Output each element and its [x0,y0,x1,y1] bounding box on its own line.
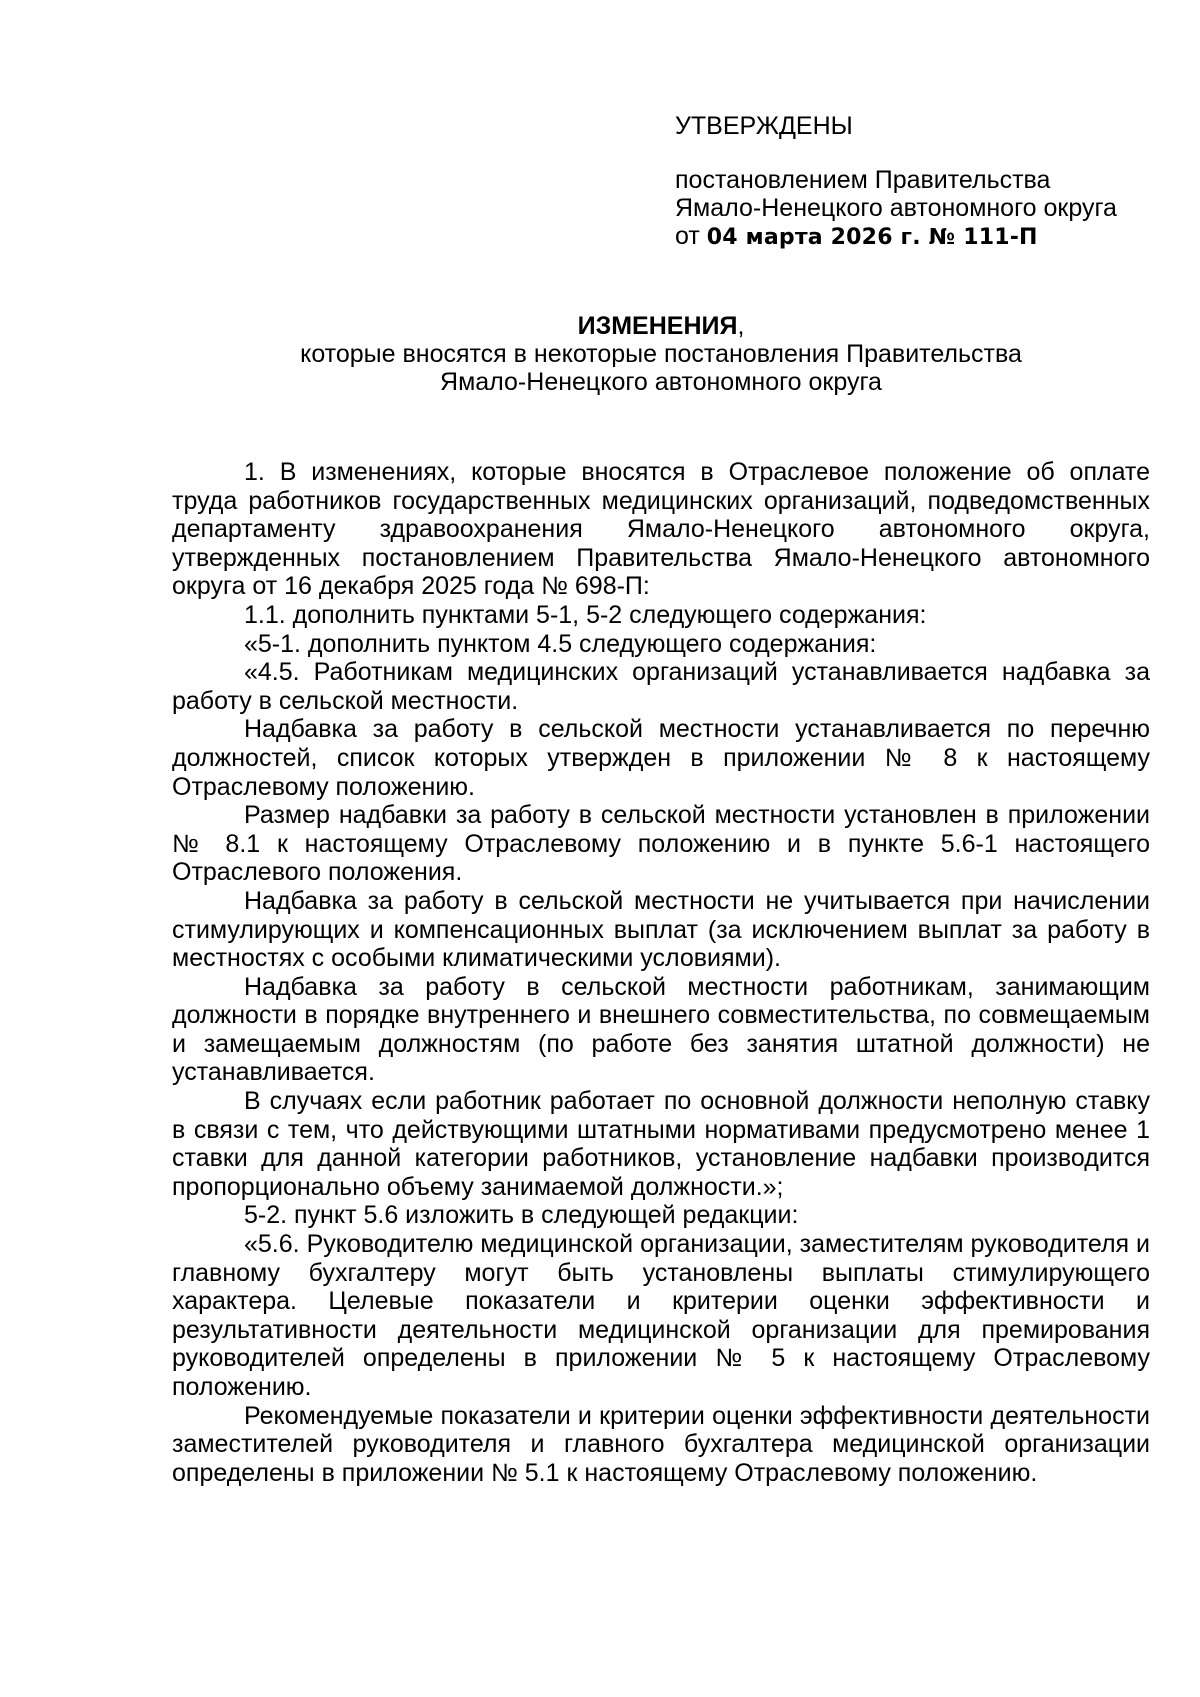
approval-date-line [675,222,1175,252]
approval-date-value: 04 марта 2026 г. № 111-П [706,225,1038,250]
document-body [172,458,1150,1487]
paragraph-rural-exclusion: Надбавка за работу в сельской местности не учитывается при начислении стимулирующих и компенсационных выплат (за исключением выплат за работу в местностях с особыми климатическими условиями). [172,886,1150,973]
approval-line-decree: постановлением Правительства [675,166,1051,194]
paragraph-5-2: 5-2. пункт 5.6 изложить в следующей редакции: [244,1201,799,1230]
paragraph-5-1: «5-1. дополнить пунктом 4.5 следующего содержания: [244,629,877,658]
document-subtitle-line-2: Ямало-Ненецкого автономного округа [440,368,882,396]
paragraph-recommended-indicators: Рекомендуемые показатели и критерии оценки эффективности деятельности заместителей руководителя и главного бухгалтера медицинской организации определены в приложении № 5.1 к настоящему Отраслевому положению. [172,1401,1150,1487]
paragraph-rural-list: Надбавка за работу в сельской местности устанавливается по перечню должностей, список которых утвержден в приложении № 8 к настоящему Отраслевому положению. [172,715,1150,801]
document-title-suffix: , [737,312,745,340]
approval-line-region: Ямало-Ненецкого автономного округа [675,194,1117,222]
document-subtitle-line-1: которые вносятся в некоторые постановления Правительства [300,340,1022,368]
approval-block [675,112,1175,252]
paragraph-1-1: 1.1. дополнить пунктами 5-1, 5-2 следующего содержания: [244,600,927,629]
paragraph-rural-size: Размер надбавки за работу в сельской местности установлен в приложении № 8.1 к настоящему Отраслевому положению и в пункте 5.6-1 настоящего Отраслевого положения. [172,801,1150,887]
document-heading [172,312,1150,396]
document-title-line [172,312,1150,340]
paragraph-part-time: Надбавка за работу в сельской местности работникам, занимающим должности в порядке внутреннего и внешнего совместительства, по совмещаемым и замещаемым должностям (по работе без занятия штатной должности) не устанавливается. [172,972,1150,1087]
paragraph-1: 1. В изменениях, которые вносятся в Отраслевое положение об оплате труда работников государственных медицинских организаций, подведомственных департаменту здравоохранения Ямало-Ненецкого автономного округа, утвержденных постановлением Правительства Ямало-Ненецкого автономного округа от 16 декабря 2025 года № 698-П: [172,458,1150,601]
paragraph-5-6: «5.6. Руководителю медицинской организации, заместителям руководителя и главному бухгалтеру могут быть установлены выплаты стимулирующего характера. Целевые показатели и критерии оценки эффективности и результативности деятельности медицинской организации для премирования руководителей определены в приложении № 5 к настоящему Отраслевому положению. [172,1230,1150,1401]
paragraph-4-5: «4.5. Работникам медицинских организаций устанавливается надбавка за работу в сельской местности. [172,658,1150,715]
paragraph-partial-rate: В случаях если работник работает по основной должности неполную ставку в связи с тем, что действующими штатными нормативами предусмотрено менее 1 ставки для данной категории работников, установление надбавки производится пропорционально объему занимаемой должности.»; [172,1087,1150,1201]
document-title: ИЗМЕНЕНИЯ [577,312,738,340]
approval-date-prefix: от [675,222,700,250]
approval-title: УТВЕРЖДЕНЫ [675,112,853,140]
